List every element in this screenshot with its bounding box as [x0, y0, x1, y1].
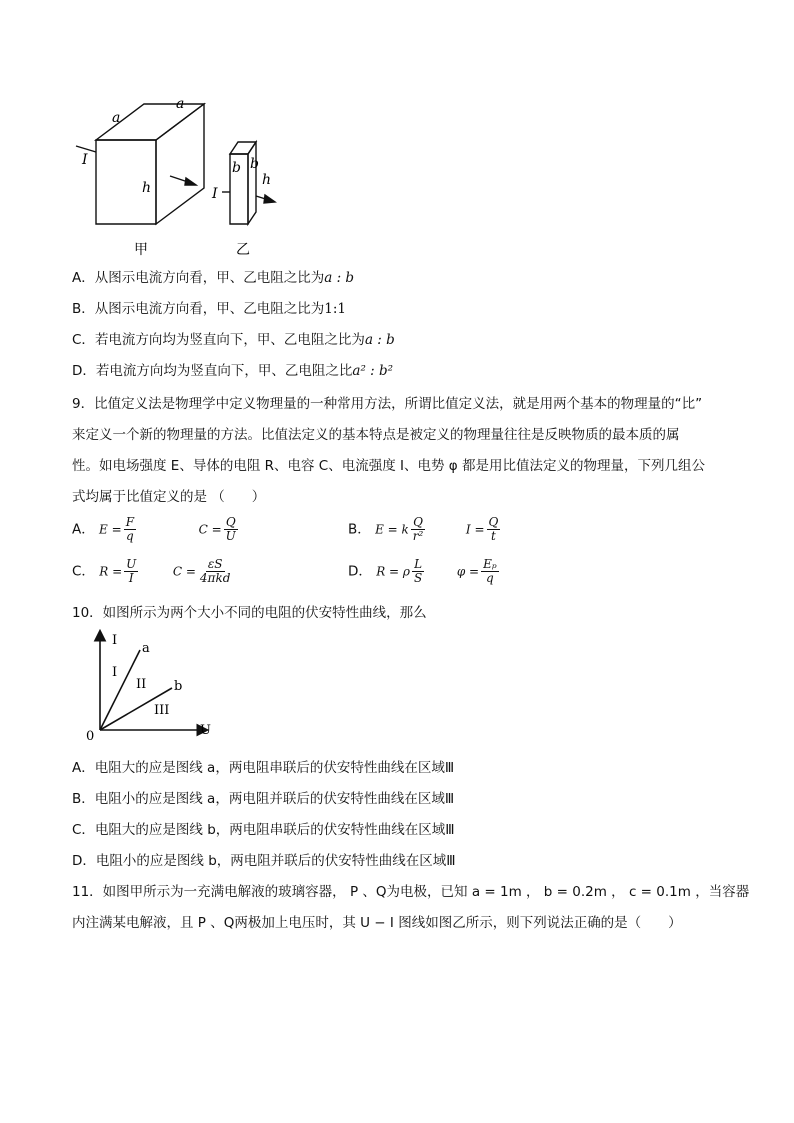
q9-option-a[interactable]: A． E = $\frac{F}{q}$ C = $\frac{Q}{U}$: [72, 515, 236, 543]
label-I-bar: I: [212, 186, 218, 202]
x-axis-label: U: [200, 723, 211, 738]
q8-option-c[interactable]: C．若电流方向均为竖直向下，甲、乙电阻之比为a : b: [72, 332, 395, 348]
q9-option-b[interactable]: B． E = k $\frac{Q}{\text{r²}}$ I = $\frac{Q}{t}$: [348, 515, 499, 543]
q8-option-a[interactable]: A．从图示电流方向看，甲、乙电阻之比为a : b: [72, 270, 355, 286]
bar-yi: [222, 142, 256, 224]
origin-label: 0: [86, 729, 95, 744]
region-3-label: III: [154, 703, 170, 718]
label-h-bar: h: [262, 172, 272, 188]
label-b-right: b: [250, 156, 259, 172]
figure-resistor-blocks: [72, 92, 292, 260]
q9-option-c[interactable]: C． R = $\frac{U}{I}$ C = $\frac{\varepsilon S}{\text{4πkd}}$: [72, 557, 231, 585]
region-1-label: I: [112, 665, 118, 680]
q10-option-b[interactable]: B．电阻小的应是图线 a，两电阻并联后的伏安特性曲线在区域Ⅲ: [72, 791, 455, 807]
q8-option-b[interactable]: B．从图示电流方向看，甲、乙电阻之比为1:1: [72, 301, 346, 317]
q11-stem-1: 11．如图甲所示为一充满电解液的玻璃容器， P 、Q为电极，已知 a = 1m ， b = 0.2m ， c = 0.1m ，当容器: [72, 884, 750, 900]
q10-option-a[interactable]: A．电阻大的应是图线 a，两电阻串联后的伏安特性曲线在区域Ⅲ: [72, 760, 455, 776]
label-a-left: a: [112, 110, 121, 126]
label-b-left: b: [232, 160, 241, 176]
caption-jia: 甲: [134, 242, 148, 258]
cube-jia: [76, 104, 204, 224]
y-axis-label: I: [112, 633, 118, 648]
current-arrow-bar: [256, 195, 275, 203]
q10-stem: 10．如图所示为两个大小不同的电阻的伏安特性曲线，那么: [72, 605, 427, 621]
q8-option-d[interactable]: D．若电流方向均为竖直向下，甲、乙电阻之比a² : b²: [72, 363, 394, 379]
q9-stem-3: 性。如电场强度 E、导体的电阻 R、电容 C、电流强度 I、电势 φ 都是用比值法定义的物理量，下列几组公: [72, 458, 705, 474]
label-h-cube: h: [142, 180, 152, 196]
q11-stem-2: 内注满某电解液，且 P 、Q两极加上电压时，其 U − I 图线如图乙所示，则下列说法正确的是（ ）: [72, 915, 682, 931]
q10-option-d[interactable]: D．电阻小的应是图线 b，两电阻并联后的伏安特性曲线在区域Ⅲ: [72, 853, 456, 869]
q9-stem-2: 来定义一个新的物理量的方法。比值法定义的基本特点是被定义的物理量往往是反映物质的最本质的属: [72, 427, 680, 443]
q9-option-d[interactable]: D． R = ρ $\frac{L}{S}$ φ = $\frac{\text{Eₚ}}{q}$: [348, 557, 497, 585]
current-arrow-cube: [170, 176, 196, 185]
iv-characteristic-graph: [84, 626, 214, 744]
q9-stem-4: 式均属于比值定义的是 （ ）: [72, 489, 266, 505]
line-b-label: b: [174, 679, 183, 694]
q10-option-c[interactable]: C．电阻大的应是图线 b，两电阻串联后的伏安特性曲线在区域Ⅲ: [72, 822, 455, 838]
q9-stem-1: 9．比值定义法是物理学中定义物理量的一种常用方法，所谓比值定义法，就是用两个基本的物理量的“比”: [72, 396, 703, 412]
label-I-cube: I: [82, 152, 88, 168]
caption-yi: 乙: [236, 242, 250, 258]
region-2-label: II: [136, 677, 147, 692]
line-a-label: a: [142, 641, 150, 656]
label-a-top: a: [176, 96, 185, 112]
